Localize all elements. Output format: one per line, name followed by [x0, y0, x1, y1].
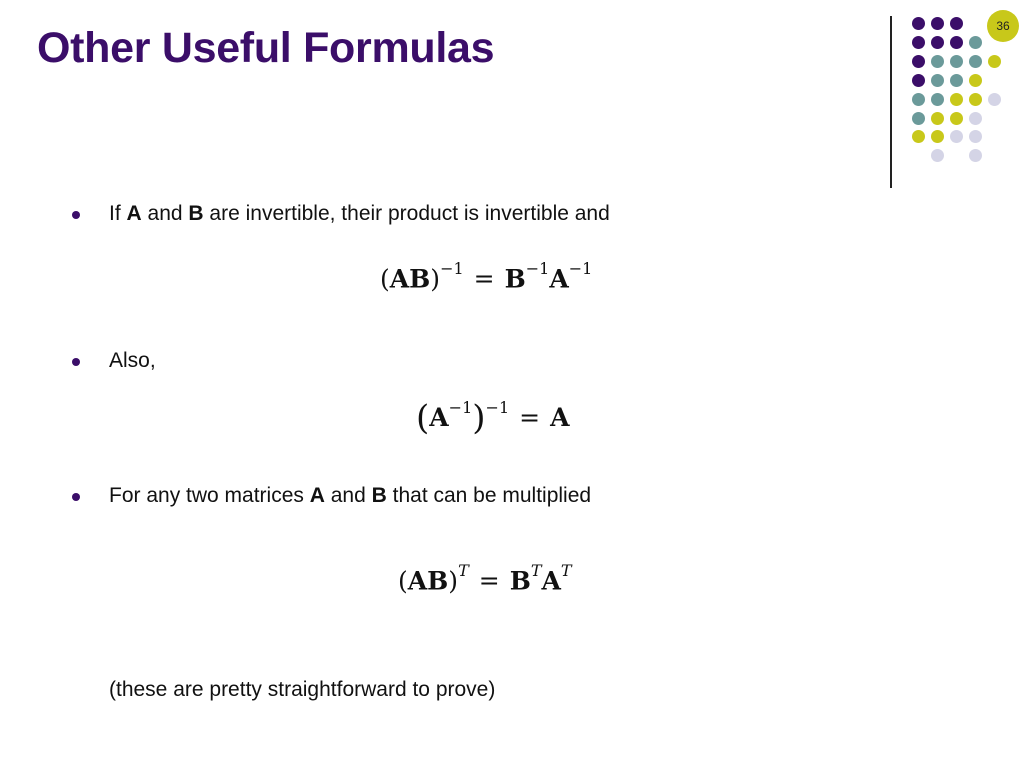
decorative-dot — [969, 36, 982, 49]
decorative-dot — [931, 149, 944, 162]
page-number: 36 — [996, 19, 1010, 33]
slide-title: Other Useful Formulas — [37, 24, 495, 72]
decorative-dot — [931, 55, 944, 68]
decorative-dot — [912, 112, 925, 125]
decorative-dot — [950, 17, 963, 30]
decorative-dot — [950, 36, 963, 49]
matrix-b-label: B — [371, 484, 387, 507]
decorative-dot — [912, 55, 925, 68]
page-number-badge — [987, 10, 1019, 42]
decorative-dot — [950, 93, 963, 106]
equation-transpose-of-product: $(AB)^T = B^TA^T$ — [398, 561, 572, 596]
decorative-dot — [969, 112, 982, 125]
matrix-a-label: A — [126, 202, 142, 225]
decorative-dot — [988, 93, 1001, 106]
decorative-dot-grid — [0, 0, 1024, 200]
decorative-dot — [912, 36, 925, 49]
decorative-dot — [931, 112, 944, 125]
decorative-dot — [931, 74, 944, 87]
decorative-dot — [931, 36, 944, 49]
decorative-dot — [969, 55, 982, 68]
decorative-dot — [931, 17, 944, 30]
decorative-dot — [969, 149, 982, 162]
decorative-dot — [988, 55, 1001, 68]
decorative-dot — [931, 130, 944, 143]
bullet-also: Also, — [109, 349, 156, 372]
decorative-dot — [912, 17, 925, 30]
decorative-dot — [969, 93, 982, 106]
bullet-transpose-product: For any two matrices A and B that can be multiplied — [109, 484, 592, 507]
decorative-dot — [931, 93, 944, 106]
closing-note: (these are pretty straightforward to prove) — [109, 678, 496, 701]
decorative-dot — [969, 74, 982, 87]
matrix-b-label: B — [188, 202, 204, 225]
decorative-dot — [950, 112, 963, 125]
bullet-invertible-product: If A and B are invertible, their product is invertible and — [109, 202, 610, 225]
decorative-dot — [969, 130, 982, 143]
decorative-dot — [950, 74, 963, 87]
decorative-dot — [912, 130, 925, 143]
decorative-dot — [950, 55, 963, 68]
equation-inverse-of-inverse: $(A^{-1})^{-1} = A$ — [416, 397, 570, 438]
equation-inverse-of-product: $(AB)^{-1} = B^{-1}A^{-1}$ — [380, 259, 593, 294]
decorative-dot — [912, 93, 925, 106]
matrix-a-label: A — [309, 484, 325, 507]
decorative-dot — [950, 130, 963, 143]
decorative-dot — [912, 74, 925, 87]
